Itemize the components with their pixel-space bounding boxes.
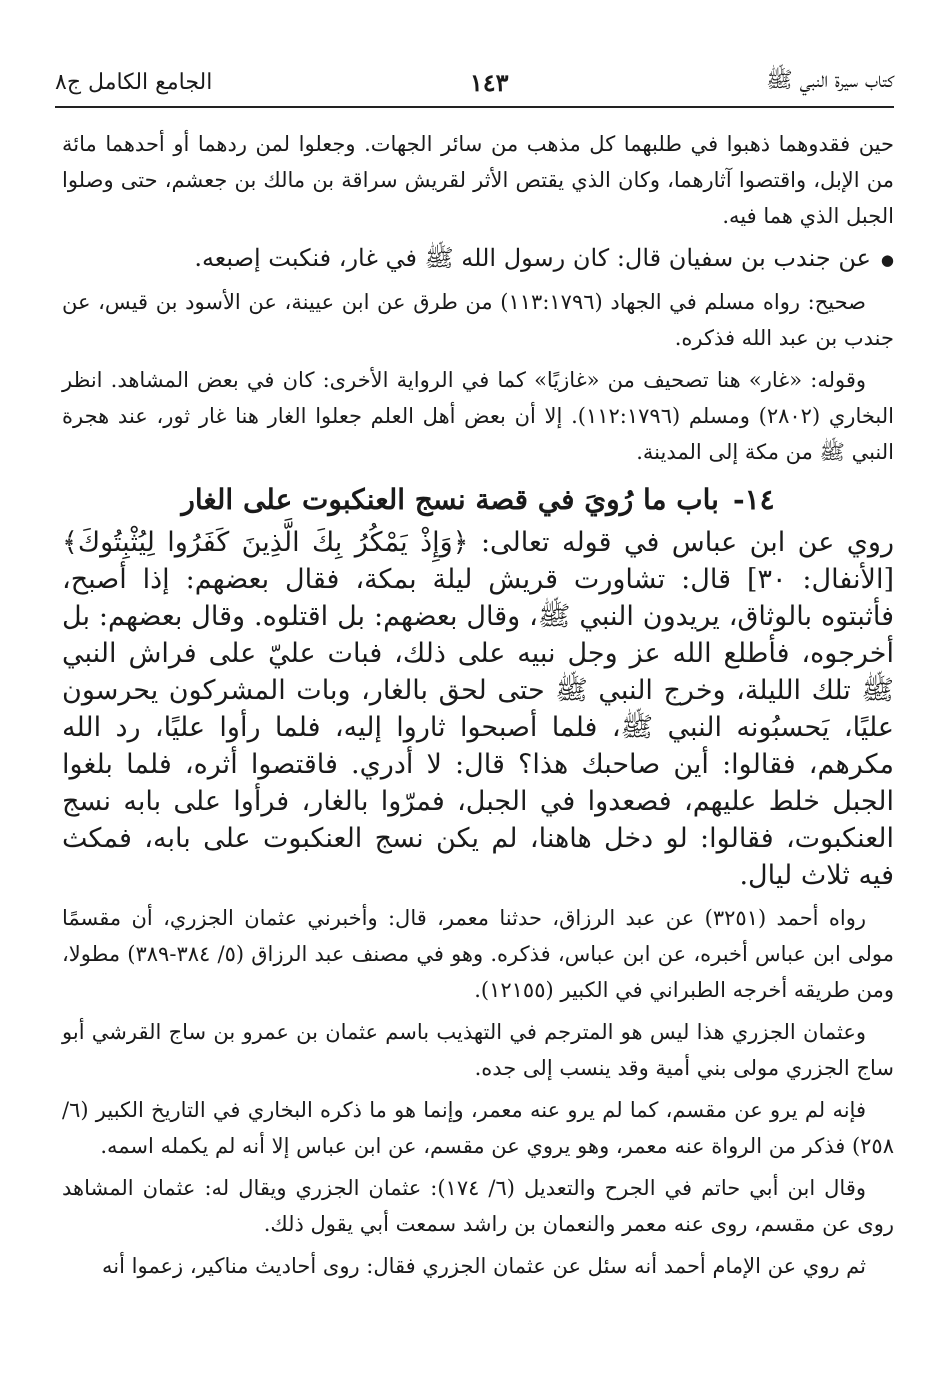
commentary-paragraph: وقوله: «غار» هنا تصحيف من «غازيًا» كما في الرواية الأخرى: كان في بعض المشاهد. انظر البخاري (٢٨٠٢) ومسلم (١١٢:١٧٩٦). إلا أن بعض أهل العلم جعلوا الغار هنا غار ثور، عند هجرة النبي ﷺ من مكة إلى المدينة. xyxy=(62,367,894,464)
book-title: كتاب سيرة النبي ﷺ xyxy=(766,68,894,93)
narrator-note-3: وقال ابن أبي حاتم في الجرح والتعديل (٦/ ١٧٤): عثمان الجزري ويقال له: عثمان المشاهد روى عن مقسم، روى عنه معمر والنعمان بن راشد سمعت أبي يقول ذلك. xyxy=(62,1175,894,1236)
hadith-grading: صحيح: رواه مسلم في الجهاد (١١٣:١٧٩٦) من طرق عن ابن عيينة، عن الأسود بن قيس، عن جندب بن عبد الله فذكره. xyxy=(62,289,894,350)
narrator-note-2: فإنه لم يرو عن مقسم، كما لم يرو عنه معمر، وإنما هو ما ذكره البخاري في التاريخ الكبير (٦/ ٢٥٨) فذكر من الرواة عنه معمر، وهو يروي عن مقسم، عن ابن عباس إلا أنه لم يكمله اسمه. xyxy=(62,1097,894,1158)
volume-title: الجامع الكامل ج٨ xyxy=(55,69,213,95)
running-header xyxy=(55,62,894,102)
narrator-note-4: ثم روي عن الإمام أحمد أنه سئل عن عثمان الجزري فقال: روى أحاديث مناكير، زعموا أنه xyxy=(102,1253,866,1278)
narrator-note: وعثمان الجزري هذا ليس هو المترجم في التهذيب باسم عثمان بن عمرو بن ساج القرشي أبو ساج الجزري مولى بني أمية وقد ينسب إلى جده. xyxy=(62,1019,894,1080)
page-number: ١٤٣ xyxy=(469,67,509,97)
chapter-number: ١٤- xyxy=(732,482,775,516)
chapter-heading xyxy=(62,478,894,522)
hadith-text: ● عن جندب بن سفيان قال: كان رسول الله ﷺ في غار، فنكبت إصبعه. xyxy=(62,240,894,278)
hadith-narration: روي عن ابن عباس في قوله تعالى: ﴿وَإِذْ يَمْكُرُ بِكَ الَّذِينَ كَفَرُوا لِيُثْبِتُوكَ﴾ [الأنفال: ٣٠] قال: تشاورت قريش ليلة بمكة، فقال بعضهم: إذا أصبح، فأثبتوه بالوثاق، يريدون النبي ﷺ، وقال بعضهم: بل اقتلوه. وقال بعضهم: بل أخرجوه، فأطلع الله عز وجل نبيه على ذلك، فبات عليّ على فراش النبي ﷺ تلك الليلة، وخرج النبي ﷺ حتى لحق بالغار، وبات المشركون يحرسون عليًا، يَحسبُونه النبي ﷺ، فلما أصبحوا ثاروا إليه، فلما رأوا عليًا، رد الله مكرهم، فقالوا: أين صاحبك هذا؟ قال: لا أدري. فاقتصوا أثره، فلما بلغوا الجبل خلط عليهم، فصعدوا في الجبل، فمرّوا بالغار، فرأوا على بابه نسج العنكبوت، فقالوا: لو دخل هاهنا، لم يكن نسج العنكبوت على بابه، فمكث فيه ثلاث ليال. xyxy=(62,526,894,891)
takhrij-paragraph: رواه أحمد (٣٢٥١) عن عبد الرزاق، حدثنا معمر، قال: وأخبرني عثمان الجزري، أن مقسمًا مولى ابن عباس أخبره، عن ابن عباس، فذكره. وهو في مصنف عبد الرزاق (٥/ ٣٨٤-٣٨٩) مطولا، ومن طريقه أخرجه الطبراني في الكبير (١٢١٥٥). xyxy=(62,905,895,1002)
page-body xyxy=(62,126,894,1284)
paragraph-intro: حين فقدوهما ذهبوا في طلبهما كل مذهب من سائر الجهات. وجعلوا لمن ردهما أو أحدهما مائة من الإبل، واقتصوا آثارهما، وكان الذي يقتص الأثر لقريش سراقة بن مالك بن جعشم، حتى وصلوا الجبل الذي هما فيه. xyxy=(62,132,894,228)
header-rule xyxy=(55,106,894,108)
chapter-title: باب ما رُويَ في قصة نسج العنكبوت على الغار xyxy=(181,482,719,516)
